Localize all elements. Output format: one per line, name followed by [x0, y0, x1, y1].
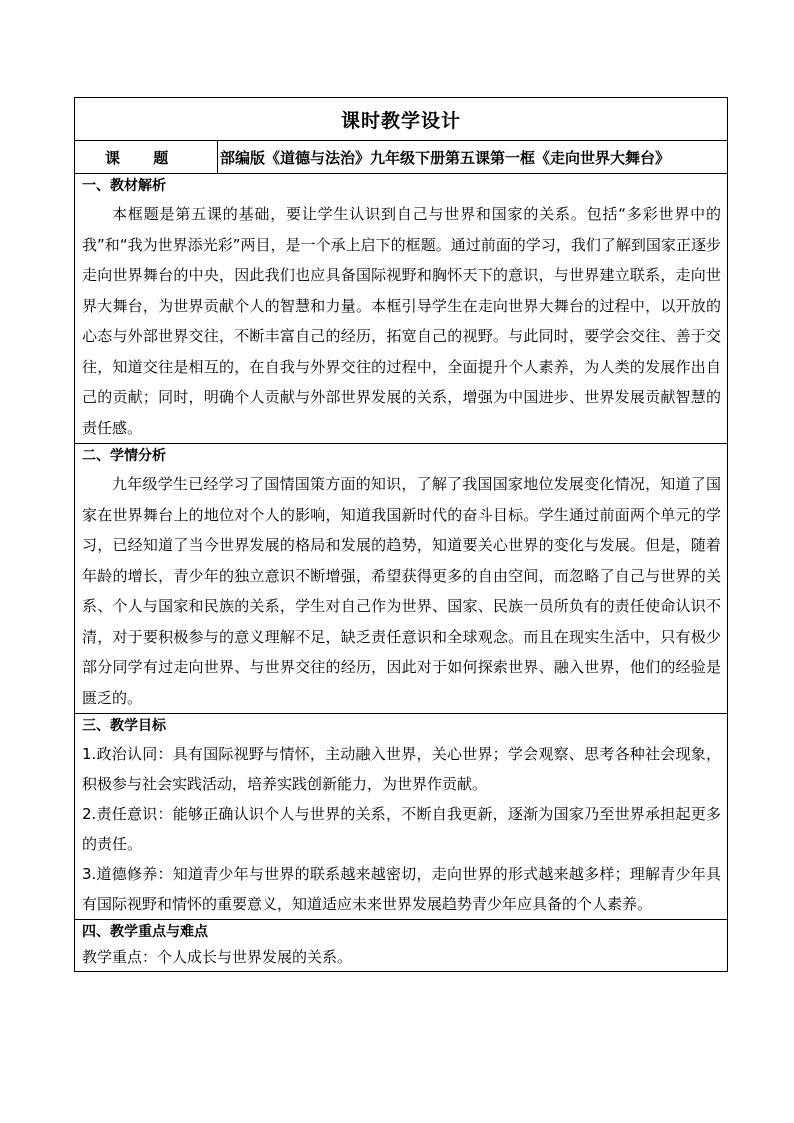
objective-item: 3.道德修养：知道青少年与世界的联系越来越密切，走向世界的形式越来越多样；理解青少年具有国际视野和情怀的重要意义，知道适应未来世界发展趋势青少年应具备的个人素养。 — [82, 865, 721, 913]
section-heading: 三、教学目标 — [82, 718, 166, 734]
section-body: 九年级学生已经学习了国情国策方面的知识，了解了我国国家地位发展变化情况，知道了国家在世界舞台上的地位对个人的影响，知道我国新时代的奋斗目标。学生通过前面两个单元的学习，已经知道了当今世界发展的格局和发展的趋势，知道要关心世界的变化与发展。但是，随着年龄的增长，青少年的独立意识不断增强，希望获得更多的自由空间，而忽略了自己与世界的关系、个人与国家和民族的关系，学生对自己作为世界、国家、民族一员所负有的责任使命认识不清，对于要积极参与的意义理解不足，缺乏责任意识和全球观念。而且在现实生活中，只有极少部分同学有过走向世界、与世界交往的经历，因此对于如何探索世界、融入世界，他们的经验是匮乏的。 — [82, 475, 721, 707]
objective-item: 2.责任意识：能够正确认识个人与世界的关系，不断自我更新，逐渐为国家乃至世界承担起更多的责任。 — [82, 805, 721, 853]
section-textbook-analysis — [75, 173, 727, 443]
topic-row — [75, 140, 727, 173]
document-title: 课时教学设计 — [340, 109, 461, 132]
section-key-points — [75, 919, 727, 971]
section-teaching-objectives — [75, 713, 727, 919]
section-heading: 四、教学重点与难点 — [82, 924, 208, 940]
lesson-design-table — [74, 97, 728, 972]
section-student-analysis — [75, 443, 727, 713]
objective-item: 1.政治认同：具有国际视野与情怀，主动融入世界，关心世界；学会观察、思考各种社会现象，积极参与社会实践活动，培养实践创新能力，为世界作贡献。 — [82, 745, 721, 793]
topic-value: 部编版《道德与法治》九年级下册第五课第一框《走向世界大舞台》 — [220, 148, 671, 167]
section-heading: 一、教材解析 — [82, 178, 166, 194]
topic-label: 课 题 — [75, 141, 218, 173]
section-body: 本框题是第五课的基础，要让学生认识到自己与世界和国家的关系。包括“多彩世界中的我”和“我为世界添光彩”两目，是一个承上启下的框题。通过前面的学习，我们了解到国家正逐步走向世界舞台的中央，因此我们也应具备国际视野和胸怀天下的意识，与世界建立联系，走向世界大舞台，为世界贡献个人的智慧和力量。本框引导学生在走向世界大舞台的过程中，以开放的心态与外部世界交往，不断丰富自己的经历，拓宽自己的视野。与此同时，要学会交往、善于交往，知道交往是相互的，在自我与外界交往的过程中，全面提升个人素养，为人类的发展作出自己的贡献；同时，明确个人贡献与外部世界发展的关系，增强为中国进步、世界发展贡献智慧的责任感。 — [82, 205, 721, 437]
section-heading: 二、学情分析 — [82, 448, 166, 464]
section-body: 教学重点：个人成长与世界发展的关系。 — [82, 948, 353, 966]
